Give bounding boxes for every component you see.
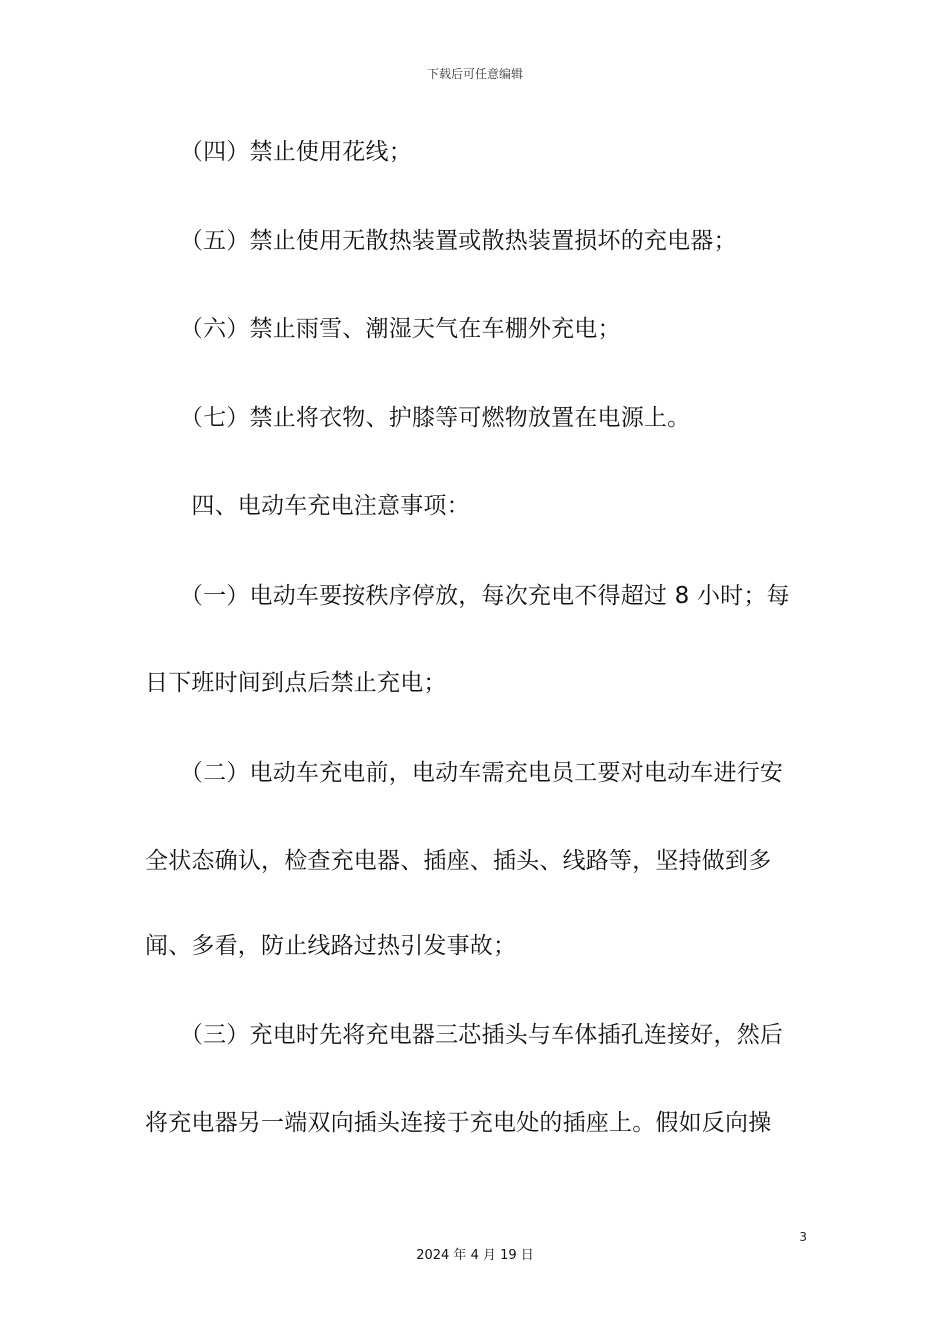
text-line: （三）充电时先将充电器三芯插头与车体插孔连接好，然后: [145, 1022, 784, 1048]
text-line: （六）禁止雨雪、潮湿天气在车棚外充电；: [145, 316, 621, 342]
header-note: 下载后可任意编辑: [426, 67, 523, 81]
text-line: （四）禁止使用花线；: [145, 139, 412, 165]
footer-date: 2024 年 4 月 19 日: [416, 1248, 534, 1263]
text-line: 将充电器另一端双向插头连接于充电处的插座上。假如反向操: [145, 1110, 772, 1136]
section-heading: 四、电动车充电注意事项：: [145, 493, 470, 519]
text-line: 闻、多看，防止线路过热引发事故；: [145, 933, 517, 959]
page-number: 3: [799, 1230, 807, 1244]
text-line: （一）电动车要按秩序停放，每次充电不得超过 8 小时；每: [145, 583, 790, 609]
text-line: （七）禁止将衣物、护膝等可燃物放置在电源上。: [145, 405, 691, 431]
text-line: 全状态确认，检查充电器、插座、插头、线路等，坚持做到多: [145, 848, 772, 874]
text-line: 日下班时间到点后禁止充电；: [145, 670, 447, 696]
text-line: （五）禁止使用无散热装置或散热装置损坏的充电器；: [145, 228, 737, 254]
text-line: （二）电动车充电前，电动车需充电员工要对电动车进行安: [145, 760, 784, 786]
